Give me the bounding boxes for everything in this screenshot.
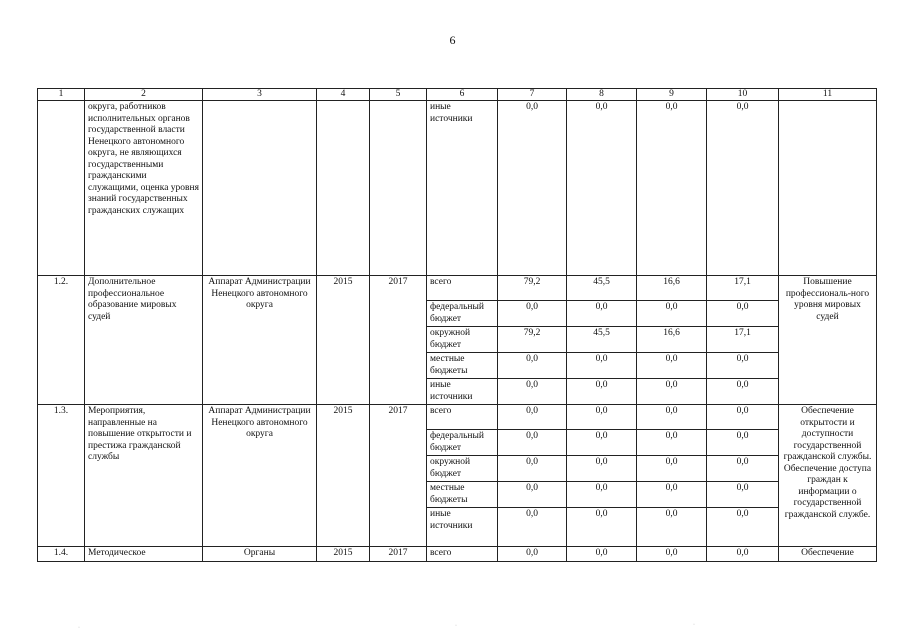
value-cell: 0,0 bbox=[707, 430, 779, 456]
continuation-row bbox=[38, 101, 877, 276]
value-cell: 0,0 bbox=[637, 379, 707, 405]
value-cell: 0,0 bbox=[637, 405, 707, 430]
value-cell: 0,0 bbox=[567, 379, 637, 405]
funding-source-cell: всего bbox=[427, 405, 498, 430]
value-cell: 0,0 bbox=[498, 482, 567, 508]
value-cell: 0,0 bbox=[707, 301, 779, 327]
funding-source-cell: иные источники bbox=[427, 508, 498, 547]
column-header: 9 bbox=[637, 89, 707, 101]
activity-number-cell: 1.2. bbox=[38, 276, 85, 405]
activity-name-cell: округа, работников исполнительных органов государственной власти Ненецкого автономного округа, не являющихся государственными гражданскими служащими, оценка уровня знаний государственных гражданских служащих bbox=[85, 101, 203, 276]
value-cell: 0,0 bbox=[567, 456, 637, 482]
activity-number-cell: 1.4. bbox=[38, 547, 85, 562]
value-cell: 0,0 bbox=[637, 301, 707, 327]
expected-result-cell: Обеспечение открытости и доступности государственной гражданской службы. Обеспечение доступа граждан к информации о государственной гражданской службе. bbox=[779, 405, 877, 547]
value-cell: 0,0 bbox=[567, 405, 637, 430]
value-cell: 0,0 bbox=[637, 482, 707, 508]
executor-cell: Аппарат Администрации Ненецкого автономного округа bbox=[203, 405, 317, 547]
funding-source-cell: окружной бюджет bbox=[427, 327, 498, 353]
expected-result-cell: Обеспечение bbox=[779, 547, 877, 562]
value-cell: 0,0 bbox=[707, 456, 779, 482]
value-cell: 0,0 bbox=[498, 430, 567, 456]
value-cell: 45,5 bbox=[567, 276, 637, 301]
expected-result-cell: Повышение профессиональ-ного уровня мировых судей bbox=[779, 276, 877, 405]
expected-result-cell bbox=[779, 101, 877, 276]
activity-name-cell: Методическое bbox=[85, 547, 203, 562]
funding-source-cell: федеральный бюджет bbox=[427, 301, 498, 327]
start-year-cell: 2015 bbox=[317, 276, 370, 405]
value-cell: 17,1 bbox=[707, 276, 779, 301]
value-cell: 0,0 bbox=[637, 353, 707, 379]
funding-source-cell: местные бюджеты bbox=[427, 482, 498, 508]
value-cell: 0,0 bbox=[498, 456, 567, 482]
activity-number-cell bbox=[38, 101, 85, 276]
value-cell: 0,0 bbox=[707, 508, 779, 547]
column-header: 6 bbox=[427, 89, 498, 101]
program-activities-table bbox=[37, 88, 877, 562]
value-cell: 0,0 bbox=[567, 101, 637, 276]
value-cell: 0,0 bbox=[707, 547, 779, 562]
end-year-cell: 2017 bbox=[370, 405, 427, 547]
column-header: 2 bbox=[85, 89, 203, 101]
activity-name-cell: Мероприятия, направленные на повышение открытости и престижа гражданской службы bbox=[85, 405, 203, 547]
column-header: 1 bbox=[38, 89, 85, 101]
page-number: 6 bbox=[449, 33, 456, 47]
value-cell: 0,0 bbox=[498, 379, 567, 405]
funding-source-cell: иные источники bbox=[427, 379, 498, 405]
value-cell: 16,6 bbox=[637, 327, 707, 353]
value-cell: 0,0 bbox=[707, 405, 779, 430]
value-cell: 0,0 bbox=[707, 101, 779, 276]
value-cell: 17,1 bbox=[707, 327, 779, 353]
column-header: 7 bbox=[498, 89, 567, 101]
scan-artifact: · bbox=[693, 622, 695, 628]
value-cell: 0,0 bbox=[707, 353, 779, 379]
activity-number-cell: 1.3. bbox=[38, 405, 85, 547]
value-cell: 79,2 bbox=[498, 276, 567, 301]
value-cell: 0,0 bbox=[637, 430, 707, 456]
column-header: 3 bbox=[203, 89, 317, 101]
executor-cell bbox=[203, 101, 317, 276]
value-cell: 0,0 bbox=[637, 508, 707, 547]
value-cell: 0,0 bbox=[637, 456, 707, 482]
value-cell: 0,0 bbox=[498, 353, 567, 379]
column-header: 8 bbox=[567, 89, 637, 101]
value-cell: 79,2 bbox=[498, 327, 567, 353]
value-cell: 16,6 bbox=[637, 276, 707, 301]
funding-source-cell: всего bbox=[427, 276, 498, 301]
end-year-cell: 2017 bbox=[370, 276, 427, 405]
funding-source-cell: окружной бюджет bbox=[427, 456, 498, 482]
executor-cell: Аппарат Администрации Ненецкого автономного округа bbox=[203, 276, 317, 405]
funding-source-cell: федеральный бюджет bbox=[427, 430, 498, 456]
value-cell: 0,0 bbox=[707, 482, 779, 508]
value-cell: 0,0 bbox=[567, 482, 637, 508]
start-year-cell bbox=[317, 101, 370, 276]
value-cell: 0,0 bbox=[567, 508, 637, 547]
value-cell: 0,0 bbox=[498, 101, 567, 276]
end-year-cell: 2017 bbox=[370, 547, 427, 562]
activity-row bbox=[38, 547, 877, 562]
activity-row bbox=[38, 405, 877, 430]
funding-source-cell: всего bbox=[427, 547, 498, 562]
column-header: 5 bbox=[370, 89, 427, 101]
value-cell: 0,0 bbox=[498, 405, 567, 430]
value-cell: 0,0 bbox=[567, 353, 637, 379]
value-cell: 0,0 bbox=[567, 547, 637, 562]
activity-name-cell: Дополнительное профессиональное образование мировых судей bbox=[85, 276, 203, 405]
column-header: 10 bbox=[707, 89, 779, 101]
funding-source-cell: местные бюджеты bbox=[427, 353, 498, 379]
executor-cell: Органы bbox=[203, 547, 317, 562]
value-cell: 0,0 bbox=[567, 301, 637, 327]
value-cell: 0,0 bbox=[567, 430, 637, 456]
value-cell: 0,0 bbox=[498, 508, 567, 547]
scan-artifact: · bbox=[78, 625, 80, 631]
column-header: 11 bbox=[779, 89, 877, 101]
value-cell: 0,0 bbox=[498, 547, 567, 562]
column-header: 4 bbox=[317, 89, 370, 101]
value-cell: 0,0 bbox=[707, 379, 779, 405]
start-year-cell: 2015 bbox=[317, 405, 370, 547]
scan-artifact: · bbox=[455, 623, 457, 629]
value-cell: 0,0 bbox=[637, 101, 707, 276]
activity-row bbox=[38, 276, 877, 301]
value-cell: 45,5 bbox=[567, 327, 637, 353]
value-cell: 0,0 bbox=[637, 547, 707, 562]
value-cell: 0,0 bbox=[498, 301, 567, 327]
start-year-cell: 2015 bbox=[317, 547, 370, 562]
funding-source-cell: иные источники bbox=[427, 101, 498, 276]
column-number-header-row bbox=[38, 89, 877, 101]
end-year-cell bbox=[370, 101, 427, 276]
